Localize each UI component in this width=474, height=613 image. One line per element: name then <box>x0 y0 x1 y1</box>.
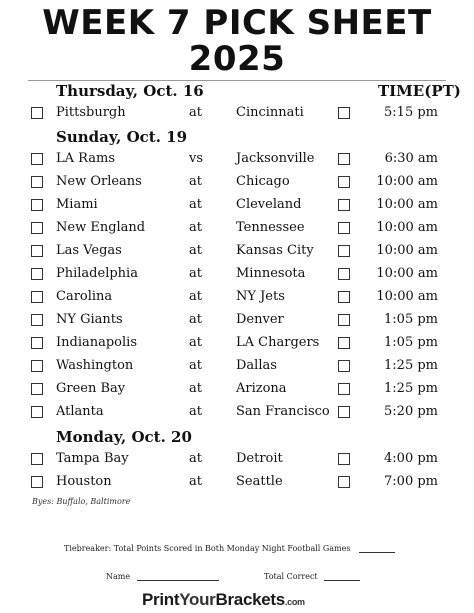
home-pick-checkbox[interactable] <box>338 383 350 395</box>
tiebreaker-label: Tiebreaker: <box>64 544 112 553</box>
away-pick-checkbox[interactable] <box>31 199 43 211</box>
matchup-separator: at <box>189 312 202 327</box>
game-time: 10:00 am <box>376 266 438 281</box>
away-pick-checkbox[interactable] <box>31 153 43 165</box>
game-row <box>0 241 474 261</box>
away-pick-checkbox[interactable] <box>31 406 43 418</box>
tiebreaker-text: Total Points Scored in Both Monday Night Football Games <box>113 544 351 553</box>
home-team: San Francisco <box>236 404 330 419</box>
game-row <box>0 149 474 169</box>
home-team: Kansas City <box>236 243 314 258</box>
away-pick-checkbox[interactable] <box>31 360 43 372</box>
game-time: 5:20 pm <box>384 404 438 419</box>
matchup-separator: at <box>189 197 202 212</box>
matchup-separator: at <box>189 358 202 373</box>
game-time: 6:30 am <box>384 151 438 166</box>
away-team: NY Giants <box>56 312 123 327</box>
matchup-separator: at <box>189 266 202 281</box>
away-team: Carolina <box>56 289 113 304</box>
home-pick-checkbox[interactable] <box>338 360 350 372</box>
name-row <box>106 572 219 581</box>
away-team: Green Bay <box>56 381 126 396</box>
away-team: Washington <box>56 358 134 373</box>
home-pick-checkbox[interactable] <box>338 245 350 257</box>
game-row <box>0 449 474 469</box>
game-row <box>0 402 474 422</box>
game-time: 5:15 pm <box>384 105 438 120</box>
home-pick-checkbox[interactable] <box>338 337 350 349</box>
home-team: Denver <box>236 312 284 327</box>
away-pick-checkbox[interactable] <box>31 314 43 326</box>
home-team: Seattle <box>236 474 283 489</box>
section-label: Monday, Oct. 20 <box>56 428 192 446</box>
home-pick-checkbox[interactable] <box>338 406 350 418</box>
game-row <box>0 333 474 353</box>
home-team: Cleveland <box>236 197 302 212</box>
home-pick-checkbox[interactable] <box>338 176 350 188</box>
matchup-separator: at <box>189 474 202 489</box>
footer-logo-part3: Brackets <box>215 590 285 609</box>
away-team: Miami <box>56 197 98 212</box>
game-row <box>0 379 474 399</box>
away-pick-checkbox[interactable] <box>31 476 43 488</box>
total-correct-label: Total Correct <box>264 572 318 581</box>
game-time: 10:00 am <box>376 197 438 212</box>
game-time: 10:00 am <box>376 174 438 189</box>
home-pick-checkbox[interactable] <box>338 268 350 280</box>
away-team: New Orleans <box>56 174 142 189</box>
matchup-separator: at <box>189 381 202 396</box>
home-team: Minnesota <box>236 266 306 281</box>
away-team: Philadelphia <box>56 266 138 281</box>
away-pick-checkbox[interactable] <box>31 337 43 349</box>
away-pick-checkbox[interactable] <box>31 245 43 257</box>
home-team: LA Chargers <box>236 335 320 350</box>
home-team: Chicago <box>236 174 290 189</box>
page-subtitle-year: 2025 <box>188 39 286 79</box>
game-row <box>0 172 474 192</box>
game-row <box>0 472 474 492</box>
away-pick-checkbox[interactable] <box>31 222 43 234</box>
home-team: Cincinnati <box>236 105 304 120</box>
name-label: Name <box>106 572 131 581</box>
footer-logo-part2: Your <box>179 590 216 609</box>
tiebreaker-row <box>64 544 395 553</box>
game-time: 7:00 pm <box>384 474 438 489</box>
away-pick-checkbox[interactable] <box>31 453 43 465</box>
header-rule <box>28 80 446 81</box>
matchup-separator: at <box>189 335 202 350</box>
home-pick-checkbox[interactable] <box>338 453 350 465</box>
home-team: Dallas <box>236 358 277 373</box>
home-team: Jacksonville <box>236 151 315 166</box>
section-label: Sunday, Oct. 19 <box>56 128 188 146</box>
away-team: Tampa Bay <box>56 451 129 466</box>
home-team: Arizona <box>236 381 287 396</box>
matchup-separator: at <box>189 220 202 235</box>
game-time: 1:25 pm <box>384 381 438 396</box>
tiebreaker-input-line[interactable] <box>359 544 395 553</box>
away-pick-checkbox[interactable] <box>31 176 43 188</box>
away-team: Houston <box>56 474 112 489</box>
matchup-separator: at <box>189 174 202 189</box>
game-row <box>0 218 474 238</box>
matchup-separator: vs <box>189 151 204 166</box>
footer-logo-part1: Print <box>142 590 180 609</box>
away-pick-checkbox[interactable] <box>31 107 43 119</box>
home-pick-checkbox[interactable] <box>338 222 350 234</box>
game-time: 10:00 am <box>376 289 438 304</box>
game-time: 1:25 pm <box>384 358 438 373</box>
away-team: Las Vegas <box>56 243 122 258</box>
game-time: 10:00 am <box>376 243 438 258</box>
game-row <box>0 103 474 123</box>
game-time: 4:00 pm <box>384 451 438 466</box>
home-team: Detroit <box>236 451 283 466</box>
game-time: 10:00 am <box>376 220 438 235</box>
footer-logo-part4: .com <box>284 597 305 607</box>
game-row <box>0 310 474 330</box>
game-row <box>0 356 474 376</box>
home-pick-checkbox[interactable] <box>338 291 350 303</box>
game-row <box>0 287 474 307</box>
home-pick-checkbox[interactable] <box>338 314 350 326</box>
matchup-separator: at <box>189 243 202 258</box>
name-input-line[interactable] <box>137 572 219 581</box>
away-team: New England <box>56 220 146 235</box>
byes-note: Byes: Buffalo, Baltimore <box>32 497 131 506</box>
matchup-separator: at <box>189 451 202 466</box>
home-pick-checkbox[interactable] <box>338 153 350 165</box>
time-column-header: TIME(PT) <box>378 82 461 100</box>
matchup-separator: at <box>189 404 202 419</box>
home-pick-checkbox[interactable] <box>338 476 350 488</box>
home-pick-checkbox[interactable] <box>338 199 350 211</box>
away-team: Pittsburgh <box>56 105 126 120</box>
matchup-separator: at <box>189 289 202 304</box>
total-correct-row <box>264 572 360 581</box>
game-time: 1:05 pm <box>384 335 438 350</box>
total-correct-input-line[interactable] <box>324 572 360 581</box>
game-row <box>0 195 474 215</box>
away-pick-checkbox[interactable] <box>31 268 43 280</box>
away-team: Atlanta <box>56 404 104 419</box>
page-title: WEEK 7 PICK SHEET <box>42 3 432 43</box>
game-time: 1:05 pm <box>384 312 438 327</box>
away-pick-checkbox[interactable] <box>31 383 43 395</box>
away-pick-checkbox[interactable] <box>31 291 43 303</box>
game-row <box>0 264 474 284</box>
home-team: Tennessee <box>236 220 305 235</box>
matchup-separator: at <box>189 105 202 120</box>
away-team: LA Rams <box>56 151 115 166</box>
section-label: Thursday, Oct. 16 <box>56 82 204 100</box>
home-pick-checkbox[interactable] <box>338 107 350 119</box>
away-team: Indianapolis <box>56 335 137 350</box>
home-team: NY Jets <box>236 289 285 304</box>
footer-logo <box>142 590 305 612</box>
